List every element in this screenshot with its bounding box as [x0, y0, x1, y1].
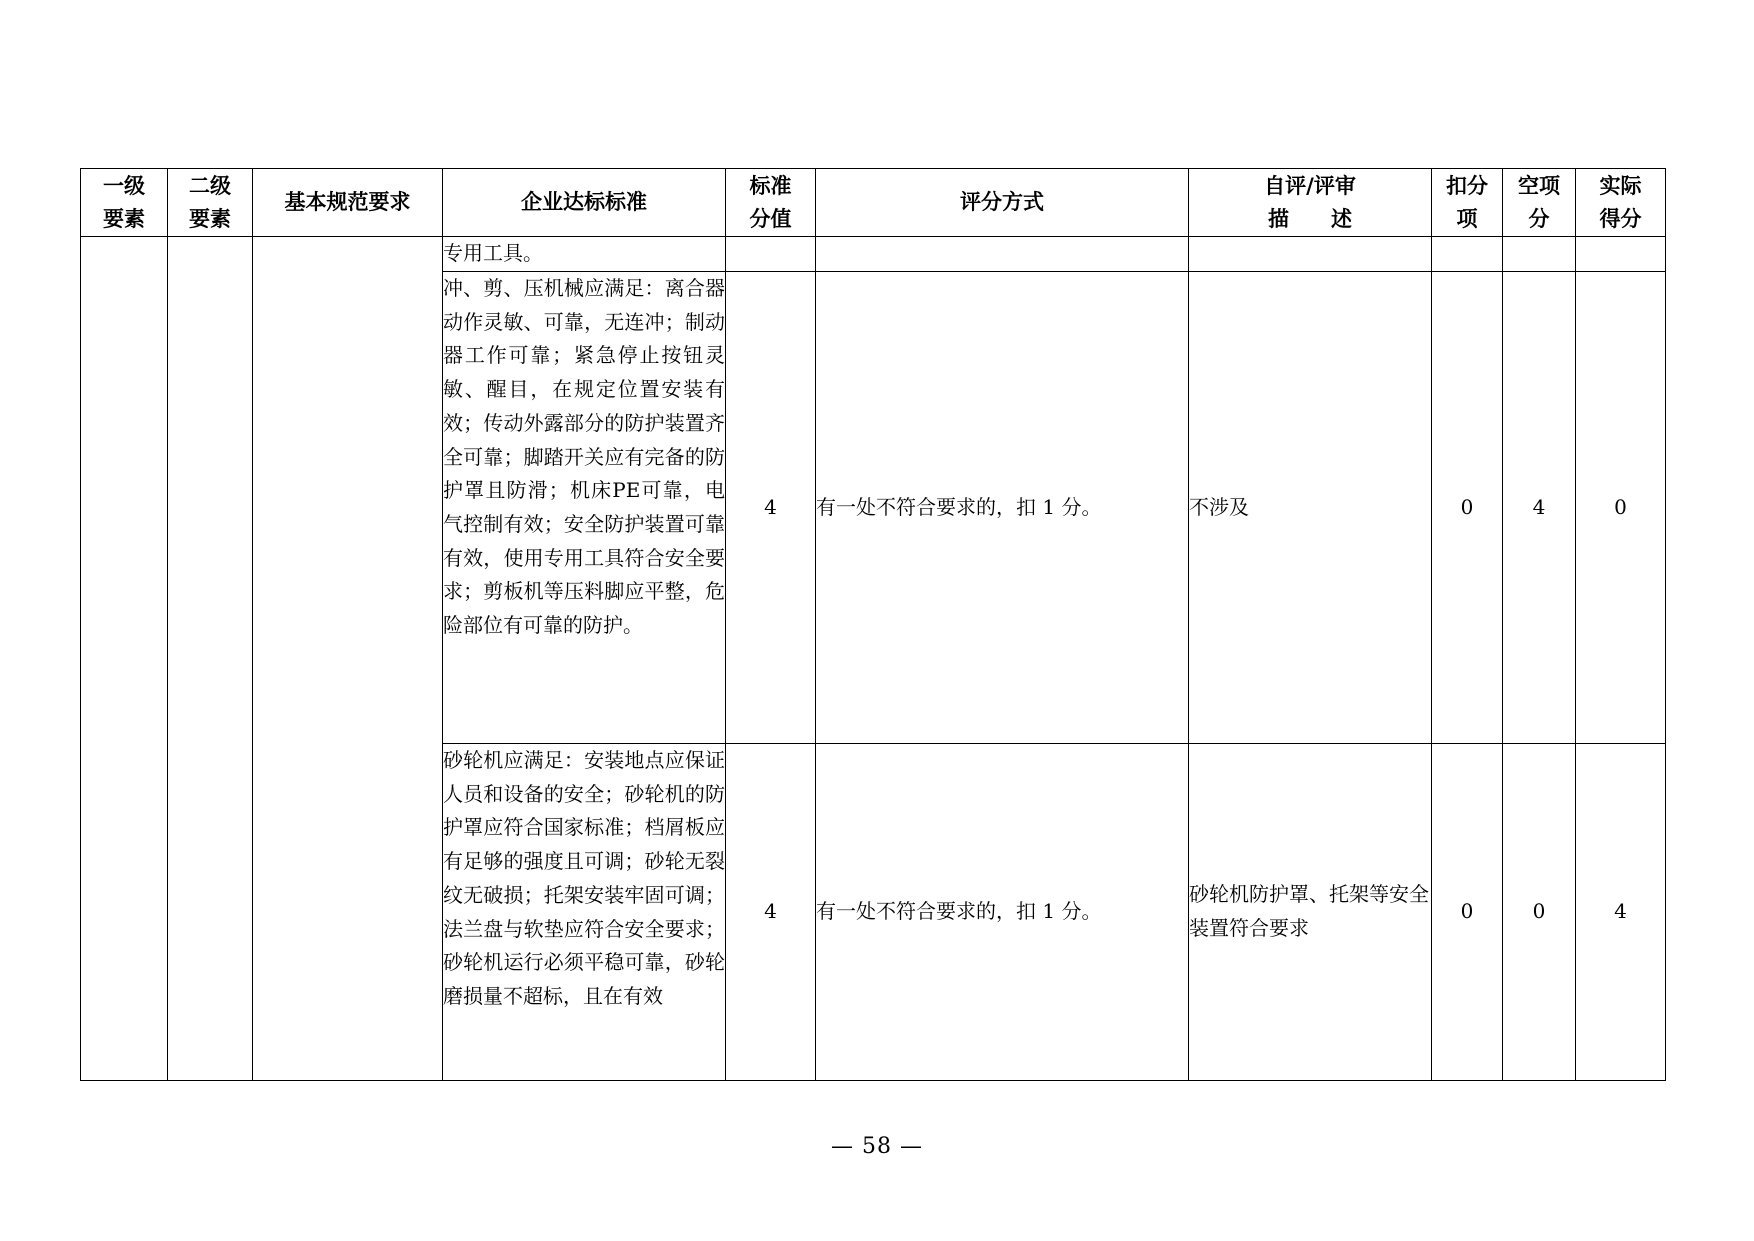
empty-score-cell: 0 — [1503, 744, 1576, 1081]
standard-cell: 冲、剪、压机械应满足：离合器动作灵敏、可靠，无连冲；制动器工作可靠；紧急停止按钮灵敏、醒目，在规定位置安装有效；传动外露部分的防护装置齐全可靠；脚踏开关应有完备的防护罩且防滑；机床PE可靠，电气控制有效；安全防护装置可靠有效，使用专用工具符合安全要求；剪板机等压料脚应平整，危险部位有可靠的防护。 — [443, 272, 726, 744]
deduct-cell: 0 — [1432, 272, 1503, 744]
method-cell — [816, 237, 1189, 272]
header-actual-score: 实际 得分 — [1576, 169, 1666, 237]
actual-score-cell: 0 — [1576, 272, 1666, 744]
header-basic-requirements: 基本规范要求 — [253, 169, 443, 237]
level2-element-cell — [168, 237, 253, 1081]
header-deduction: 扣分 项 — [1432, 169, 1503, 237]
method-cell: 有一处不符合要求的，扣 1 分。 — [816, 272, 1189, 744]
score-cell: 4 — [726, 744, 816, 1081]
score-cell — [726, 237, 816, 272]
description-cell — [1189, 237, 1432, 272]
description-cell: 不涉及 — [1189, 272, 1432, 744]
header-empty-score: 空项 分 — [1503, 169, 1576, 237]
empty-score-cell: 4 — [1503, 272, 1576, 744]
page-number: — 58 — — [831, 1134, 923, 1159]
actual-score-cell: 4 — [1576, 744, 1666, 1081]
empty-score-cell — [1503, 237, 1576, 272]
level1-element-cell — [81, 237, 168, 1081]
header-enterprise-standard: 企业达标标准 — [443, 169, 726, 237]
header-standard-score: 标准 分值 — [726, 169, 816, 237]
header-self-assessment: 自评/评审 描 述 — [1189, 169, 1432, 237]
evaluation-table — [80, 168, 1666, 1081]
header-level2-element: 二级 要素 — [168, 169, 253, 237]
deduct-cell — [1432, 237, 1503, 272]
score-cell: 4 — [726, 272, 816, 744]
table-row — [81, 237, 1666, 272]
standard-cell: 专用工具。 — [443, 237, 726, 272]
standard-cell: 砂轮机应满足：安装地点应保证人员和设备的安全；砂轮机的防护罩应符合国家标准；档屑板应有足够的强度且可调；砂轮无裂纹无破损；托架安装牢固可调；法兰盘与软垫应符合安全要求；砂轮机运行必须平稳可靠，砂轮磨损量不超标，且在有效 — [443, 744, 726, 1081]
method-cell: 有一处不符合要求的，扣 1 分。 — [816, 744, 1189, 1081]
actual-score-cell — [1576, 237, 1666, 272]
table-header-row — [81, 169, 1666, 237]
basic-requirements-cell — [253, 237, 443, 1081]
header-level1-element: 一级 要素 — [81, 169, 168, 237]
header-scoring-method: 评分方式 — [816, 169, 1189, 237]
deduct-cell: 0 — [1432, 744, 1503, 1081]
description-cell: 砂轮机防护罩、托架等安全装置符合要求 — [1189, 744, 1432, 1081]
